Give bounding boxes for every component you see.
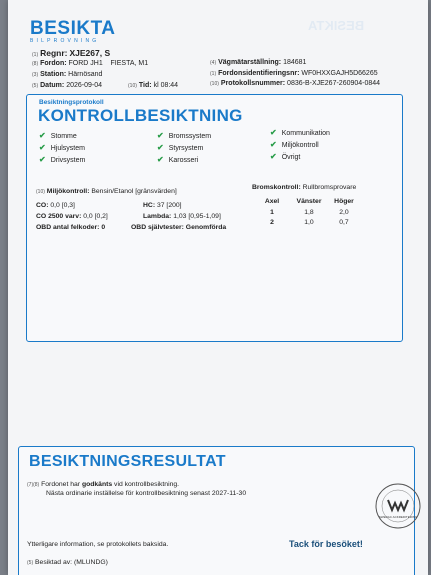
vagmatar-row: (4) Vägmätarställning: 184681 (210, 59, 307, 66)
brake-col-vanster: Vänster (296, 198, 322, 205)
check-karosseri: ✔ Karosseri (157, 155, 199, 164)
inspection-protocol-page (8, 0, 428, 575)
check-styrsystem: ✔ Styrsystem (157, 143, 204, 152)
check-icon: ✔ (39, 155, 46, 164)
check-icon: ✔ (157, 143, 164, 152)
logo-tagline: BILPROVNING (30, 38, 100, 44)
vin-value: WF0HXXGAJH5D66265 (301, 70, 378, 77)
protocol-box (26, 94, 403, 342)
brake-right-1: 2,0 (339, 209, 349, 216)
station-value: Härnösand (68, 71, 103, 78)
swedac-seal-icon (374, 482, 422, 530)
brake-left-2: 1,0 (304, 219, 314, 226)
protokollsnummer-value: 0836-B-XJE267-260904-0844 (287, 80, 381, 87)
check-icon: ✔ (39, 131, 46, 140)
miljo-header: (10) Miljökontroll: Bensin/Etanol [gränsvärden] (36, 188, 177, 195)
result-next-inspection: Nästa ordinarie inställelse för kontrollbesiktning senast 2027-11-30 (46, 490, 247, 497)
check-icon: ✔ (270, 140, 277, 149)
brake-left-1: 1,8 (304, 209, 314, 216)
brake-right-2: 0,7 (339, 219, 349, 226)
lambda-row: Lambda: 1,03 [0,95-1,09] (143, 213, 221, 220)
besikta-logo (30, 18, 115, 44)
protocol-subtitle: Besiktningsprotokoll (39, 99, 104, 106)
obd-felkoder-row: OBD antal felkoder: 0 (36, 224, 106, 231)
inspector-value: (MLUNDG) (73, 559, 108, 566)
check-hjulsystem: ✔ Hjulsystem (39, 143, 85, 152)
seal-text: SWEDAC ACKREDITERING (378, 515, 418, 519)
brake-header: Bromskontroll: Rullbromsprovare (252, 184, 357, 191)
vagmatar-value: 184681 (283, 59, 307, 66)
check-icon: ✔ (270, 152, 277, 161)
datum-row: (5) Datum: 2026-09-04 (32, 82, 103, 89)
check-bromssystem: ✔ Bromssystem (157, 131, 212, 140)
check-drivsystem: ✔ Drivsystem (39, 155, 86, 164)
info-line: Ytterligare information, se protokollets baksida. (27, 541, 169, 548)
fordon-row: (8) Fordon: FORD JH1 FIESTA, M1 (32, 60, 149, 67)
co2500-row: CO 2500 varv: 0,0 [0,2] (36, 213, 108, 220)
brake-col-axel: Axel (264, 198, 280, 205)
approved-status: godkänts (81, 481, 113, 488)
hc-row: HC: 37 [200] (143, 202, 182, 209)
thanks-text: Tack för besöket! (289, 539, 363, 549)
check-icon: ✔ (270, 128, 277, 137)
inspected-by-line: (5) Besiktad av: (MLUNDG) (27, 559, 108, 566)
result-box (18, 446, 418, 575)
tid-row: (10) Tid: kl 08:44 (128, 82, 179, 89)
vin-row: (1) Fordonsidentifieringsnr: WF0HXXGAJH5D66265 (210, 70, 378, 77)
check-icon: ✔ (157, 131, 164, 140)
check-icon: ✔ (39, 143, 46, 152)
obd-sjalvtester-row: OBD självtester: Genomförda (131, 224, 227, 231)
protocol-title: KONTROLLBESIKTNING (38, 106, 243, 125)
bleed-through-text: BESIKTA (308, 18, 365, 33)
station-row: (3) Station: Härnösand (32, 71, 103, 78)
regnr-row: (1) Regnr: XJE267, S (32, 48, 111, 58)
fordon-value: FORD JH1 FIESTA, M1 (68, 60, 149, 67)
brake-axel-1: 1 (270, 209, 274, 216)
brake-axel-2: 2 (270, 219, 274, 226)
datum-value: 2026-09-04 (66, 82, 103, 89)
co-row: CO: 0,0 [0,3] (36, 202, 75, 209)
result-approved-line: (7)(8) Fordonet har godkänts vid kontrollbesiktning. (27, 481, 180, 488)
brake-col-hoger: Höger (334, 198, 354, 205)
check-stomme: ✔ Stomme (39, 131, 77, 140)
check-miljokontroll: ✔ Miljökontroll (270, 140, 319, 149)
result-title: BESIKTNINGSRESULTAT (29, 453, 226, 470)
protokollsnummer-row: (10) Protokollsnummer: 0836-B-XJE267-260904-0844 (210, 80, 381, 87)
check-icon: ✔ (157, 155, 164, 164)
regnr-value: XJE267, S (69, 48, 111, 58)
tid-value: kl 08:44 (153, 82, 179, 89)
logo-name: BESIKTA (30, 18, 116, 39)
check-kommunikation: ✔ Kommunikation (270, 128, 330, 137)
check-ovrigt: ✔ Övrigt (270, 152, 301, 161)
